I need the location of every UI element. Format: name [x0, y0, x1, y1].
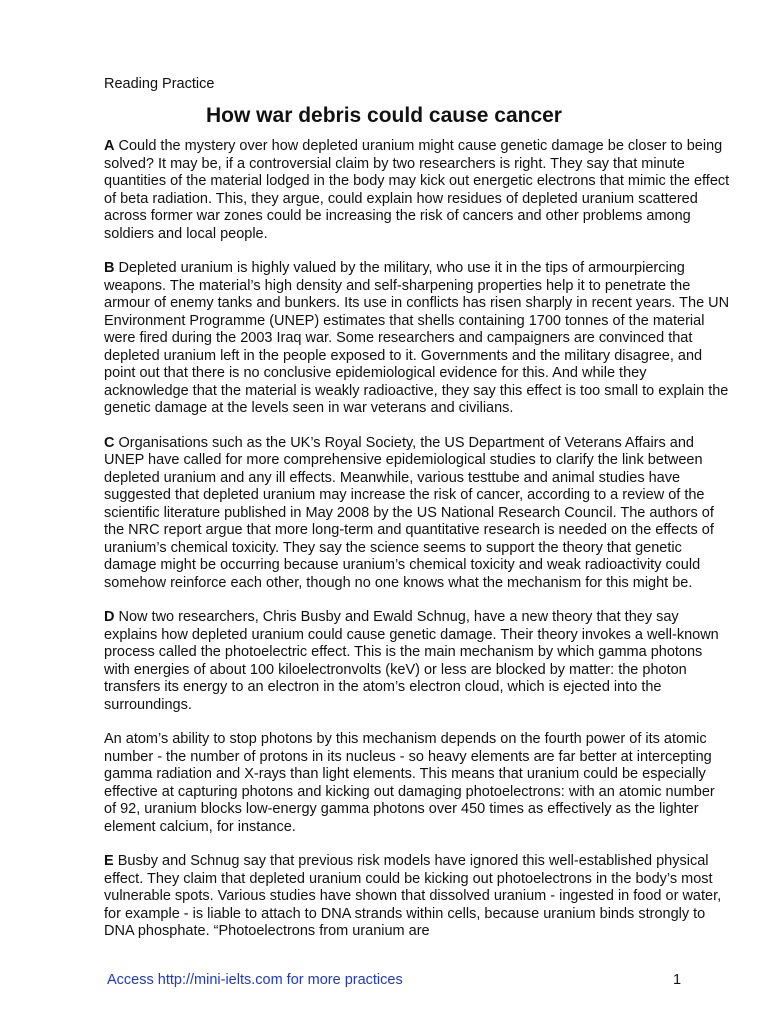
page-title: How war debris could cause cancer [206, 104, 562, 127]
article-body [104, 138, 730, 958]
paragraph-text: Now two researchers, Chris Busby and Ewald Schnug, have a new theory that they say explains how depleted uranium could cause genetic damage. Their theory invokes a well-known process called the photoelectric effect. This is the main mechanism by which gamma photons with energies of about 100 kiloelectronvolts (keV) or less are blocked by matter: the photon transfers its energy to an electron in the atom’s electron cloud, which is ejected into the surroundings. [104, 609, 719, 713]
paragraph-text: Could the mystery over how depleted uranium might cause genetic damage be closer to being solved? It may be, if a controversial claim by two researchers is right. They say that minute quantities of the material lodged in the body may kick out energetic electrons that mimic the effect of beta radiation. This, they argue, could explain how residues of depleted uranium scattered across former war zones could be increasing the risk of cancers and other problems among soldiers and local people. [104, 138, 730, 242]
paragraph-c [104, 435, 730, 593]
paragraph-text: Depleted uranium is highly valued by the military, who use it in the tips of armourpiercing weapons. The material’s high density and self-sharpening properties help it to penetrate the armour of enemy tanks and bunkers. Its use in conflicts has risen sharply in recent years. The UN Environment Programme (UNEP) estimates that shells containing 1700 tonnes of the material were fired during the 2003 Iraq war. Some researchers and campaigners are convinced that depleted uranium left in the people exposed to it. Governments and the military disagree, and point out that there is no conclusive epidemiological evidence for this. And while they acknowledge that the material is weakly radioactive, they say this effect is too small to explain the genetic damage at the levels seen in war veterans and civilians. [104, 260, 730, 416]
paragraph-text: Busby and Schnug say that previous risk models have ignored this well-established physical effect. They claim that depleted uranium could be kicking out photoelectrons in the body’s most vulnerable spots. Various studies have shown that dissolved uranium - ingested in food or water, for example - is liable to attach to DNA strands within cells, because uranium binds strongly to DNA phosphate. “Photoelectrons from uranium are [104, 853, 722, 939]
paragraph-text: Organisations such as the UK’s Royal Society, the US Department of Veterans Affairs and UNEP have called for more comprehensive epidemiological studies to clarify the link between depleted uranium and any ill effects. Meanwhile, various testtube and animal studies have suggested that depleted uranium may increase the risk of cancer, according to a review of the scientific literature published in May 2008 by the US National Research Council. The authors of the NRC report argue that more long-term and quantitative research is needed on the effects of uranium’s chemical toxicity. They say the science seems to support the theory that genetic damage might be occurring because uranium’s chemical toxicity and weak radioactivity could somehow reinforce each other, though no one knows what the mechanism for this might be. [104, 434, 714, 591]
paragraph-letter: E [104, 853, 114, 869]
paragraph-letter: A [104, 138, 115, 154]
footer-link[interactable]: Access http://mini-ielts.com for more practices [107, 972, 403, 988]
paragraph-d [104, 609, 730, 714]
paragraph-letter: B [104, 260, 115, 276]
paragraph-a [104, 138, 730, 243]
paragraph-letter: D [104, 609, 115, 625]
paragraph-text: An atom’s ability to stop photons by this mechanism depends on the fourth power of its atomic number - the number of protons in its nucleus - so heavy elements are far better at intercepting gamma radiation and X-rays than light elements. This means that uranium could be especially effective at capturing photons and kicking out damaging photoelectrons: with an atomic number of 92, uranium blocks low-energy gamma photons over 450 times as effectively as the lighter element calcium, for instance. [104, 731, 715, 835]
paragraph-d-continued [104, 731, 730, 836]
paragraph-e [104, 853, 730, 941]
header-label: Reading Practice [104, 76, 215, 92]
page-number: 1 [673, 972, 682, 988]
paragraph-letter: C [104, 434, 115, 451]
paragraph-b [104, 260, 730, 418]
